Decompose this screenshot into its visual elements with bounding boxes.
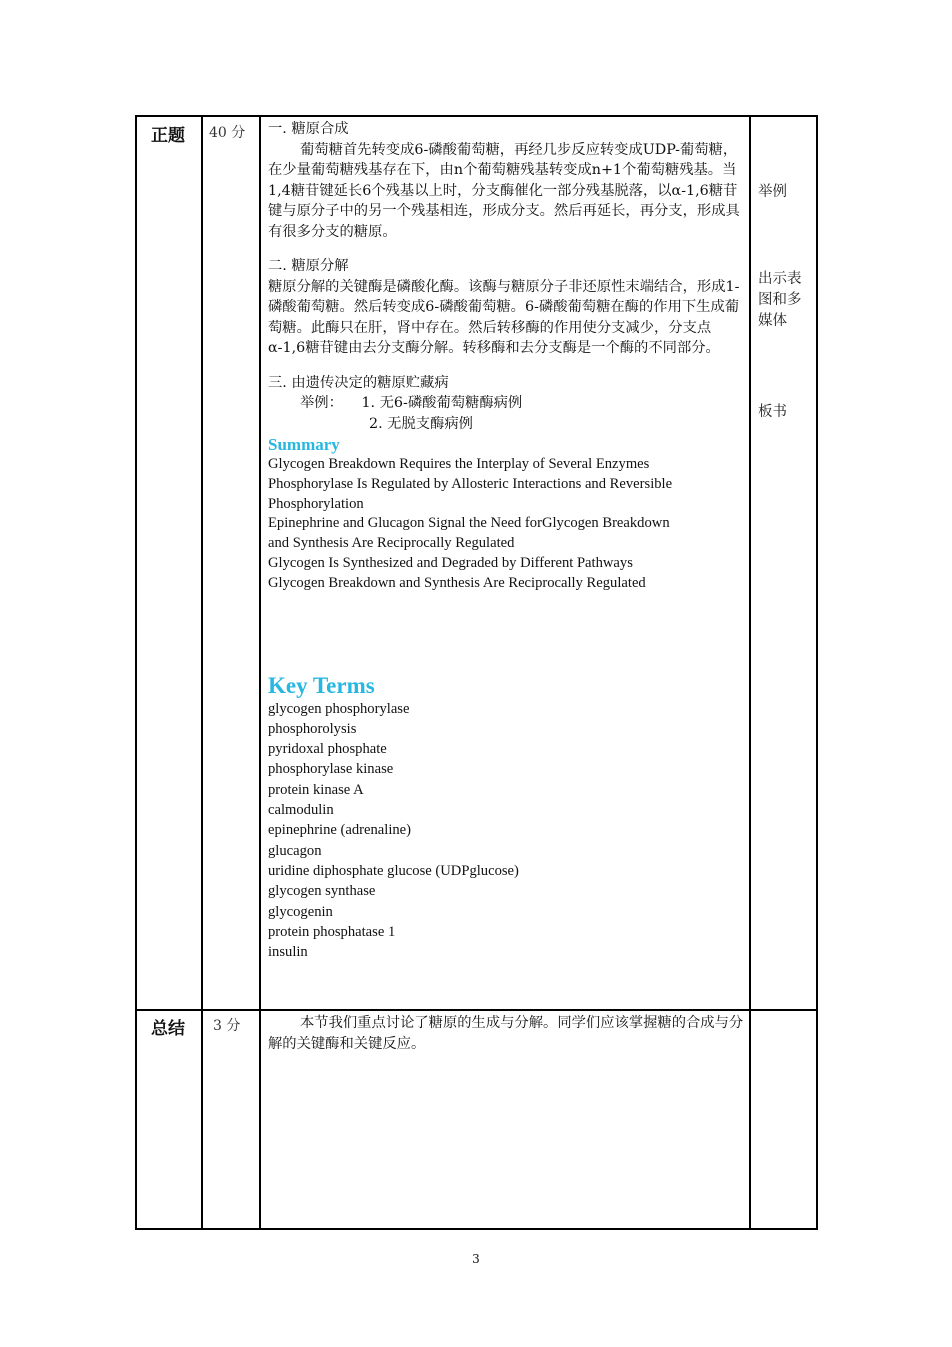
example-label: 举例： xyxy=(300,395,343,411)
example-line xyxy=(268,393,746,414)
row-time-main: 40 分 xyxy=(209,125,246,141)
note-line: 图和多 xyxy=(758,292,802,308)
key-term: epinephrine (adrenaline) xyxy=(268,822,412,839)
note-line: 出示表 xyxy=(758,271,802,287)
note-multimedia xyxy=(758,269,802,332)
key-term: protein kinase A xyxy=(268,781,364,798)
summary-line: Epinephrine and Glucagon Signal the Need forGlycogen Breakdown xyxy=(268,515,670,532)
note-example: 举例 xyxy=(758,184,787,200)
section-paragraph: 糖原分解的关键酶是磷酸化酶。该酶与糖原分子非还原性末端结合，形成1-磷酸葡萄糖。然后转变成6-磷酸葡萄糖。6-磷酸葡萄糖在酶的作用下生成葡萄糖。此酶只在肝，肾中存在。然后转移酶的作用使分支减少，分支点α-1,6糖苷键由去分支酶分解。转移酶和去分支酶是一个酶的不同部分。 xyxy=(268,278,740,356)
key-term: glycogen synthase xyxy=(268,883,376,900)
key-term: uridine diphosphate glucose (UDPglucose) xyxy=(268,862,519,879)
key-terms-heading: Key Terms xyxy=(268,672,375,698)
section-breakdown xyxy=(268,256,746,359)
page-number: 3 xyxy=(472,1252,480,1266)
key-terms-list xyxy=(268,699,746,963)
key-term: phosphorylase kinase xyxy=(268,761,394,778)
example-item: 1. 无6-磷酸葡萄糖酶病例 xyxy=(361,395,523,411)
summary-text: 本节我们重点讨论了糖原的生成与分解。同学们应该掌握糖的合成与分解的关键酶和关键反应。 xyxy=(268,1015,744,1052)
column-divider xyxy=(749,117,751,1228)
key-term: pyridoxal phosphate xyxy=(268,741,387,758)
example-item: 2. 无脱支酶病例 xyxy=(369,415,473,432)
summary-line: Phosphorylase Is Regulated by Allosteric Interactions and Reversible xyxy=(268,475,673,492)
section-synthesis xyxy=(268,119,746,242)
column-divider xyxy=(201,117,203,1228)
section-storage-disease xyxy=(268,373,746,435)
key-term: phosphorolysis xyxy=(268,720,357,737)
lesson-table xyxy=(135,115,818,1230)
key-term: glycogen phosphorylase xyxy=(268,700,410,717)
key-term: glycogenin xyxy=(268,903,333,920)
summary-line: Glycogen Breakdown and Synthesis Are Reciprocally Regulated xyxy=(268,574,646,591)
summary-heading: Summary xyxy=(268,435,340,454)
summary-list xyxy=(268,455,746,594)
row-divider xyxy=(137,1009,816,1011)
row-time-summary: 3 分 xyxy=(213,1018,241,1034)
summary-line: Phosphorylation xyxy=(268,495,364,512)
key-term: glucagon xyxy=(268,842,322,859)
row-heading-summary: 总结 xyxy=(151,1019,185,1039)
main-content xyxy=(268,119,746,1007)
section-title: 二. 糖原分解 xyxy=(268,258,349,274)
column-divider xyxy=(259,117,261,1228)
section-title: 三. 由遗传决定的糖原贮藏病 xyxy=(268,374,449,391)
note-blackboard: 板书 xyxy=(758,404,787,420)
summary-paragraph xyxy=(268,1013,746,1054)
summary-line: Glycogen Is Synthesized and Degraded by Different Pathways xyxy=(268,554,633,571)
row-heading-main: 正题 xyxy=(151,126,185,146)
summary-line: Glycogen Breakdown Requires the Interplay of Several Enzymes xyxy=(268,456,650,472)
key-term: protein phosphatase 1 xyxy=(268,923,396,940)
key-term: insulin xyxy=(268,944,308,961)
key-term: calmodulin xyxy=(268,802,334,819)
note-line: 媒体 xyxy=(758,313,787,329)
summary-line: and Synthesis Are Reciprocally Regulated xyxy=(268,535,515,552)
section-title: 一. 糖原合成 xyxy=(268,121,349,137)
section-paragraph: 葡萄糖首先转变成6-磷酸葡萄糖，再经几步反应转变成UDP-葡萄糖，在少量葡萄糖残基存在下，由n个葡萄糖残基转变成n+1个葡萄糖残基。当1,4糖苷键延长6个残基以上时，分支酶催化一部分残基脱落，以α-1,6糖苷键与原分子中的另一个残基相连，形成分支。然后再延长，再分支，形成具有很多分支的糖原。 xyxy=(268,141,740,240)
